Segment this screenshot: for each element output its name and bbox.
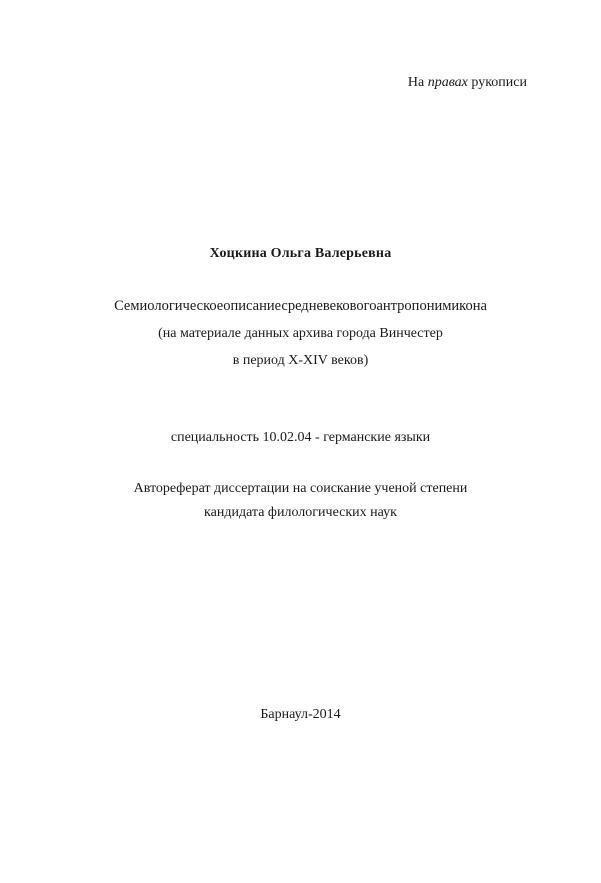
- note-word-1: На: [407, 75, 425, 90]
- title-line-3: в период X-XIV веков): [232, 353, 369, 368]
- degree-line-2: кандидата филологических наук: [204, 505, 397, 520]
- author-name: Хоцкина Ольга Валерьевна: [209, 246, 392, 261]
- manuscript-rights-note: [408, 75, 527, 91]
- degree-line-1: Автореферат диссертации на соискание ученой степени: [133, 481, 468, 496]
- specialty-line: специальность 10.02.04 - германские языки: [170, 430, 431, 445]
- title-line-1: Семиологическоеописаниесредневековогоантропонимикона: [114, 298, 487, 314]
- note-word-3: рукописи: [471, 75, 527, 90]
- title-line-2: (на материале данных архива города Винчестер: [158, 326, 443, 341]
- note-word-2-italic: правах: [427, 75, 468, 90]
- city-year: Барнаул-2014: [260, 707, 341, 722]
